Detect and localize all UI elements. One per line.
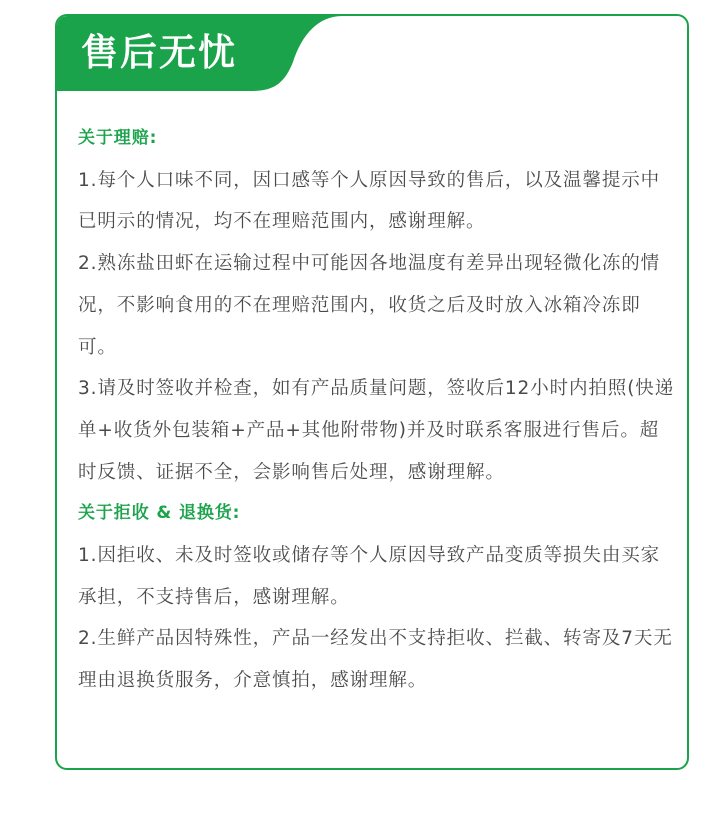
- returns-item-2: 2.生鲜产品因特殊性，产品一经发出不支持拒收、拦截、转寄及7天无理由退换货服务，介意慎拍，感谢理解。: [78, 628, 673, 692]
- returns-item-1: 1.因拒收、未及时签收或储存等个人原因导致产品变质等损失由买家承担，不支持售后，感谢理解。: [78, 545, 661, 608]
- page-title: 售后无忧: [81, 31, 237, 74]
- policy-content: [78, 118, 678, 702]
- section-heading-returns: 关于拒收 & 退换货:: [78, 503, 241, 524]
- claims-item-3: 3.请及时签收并检查，如有产品质量问题，签收后12小时内拍照(快递单+收货外包装箱+产品+其他附带物)并及时联系客服进行售后。超时反馈、证据不全，会影响售后处理，感谢理解。: [78, 378, 675, 483]
- after-sales-card: [55, 14, 689, 770]
- section-heading-claims: 关于理赔:: [78, 128, 158, 148]
- claims-item-1: 1.每个人口味不同，因口感等个人原因导致的售后，以及温馨提示中已明示的情况，均不在理赔范围内，感谢理解。: [78, 169, 661, 233]
- title-tab: [57, 16, 342, 91]
- claims-item-2: 2.熟冻盐田虾在运输过程中可能因各地温度有差异出现轻微化冻的情况，不影响食用的不在理赔范围内，收货之后及时放入冰箱冷冻即可。: [78, 253, 661, 358]
